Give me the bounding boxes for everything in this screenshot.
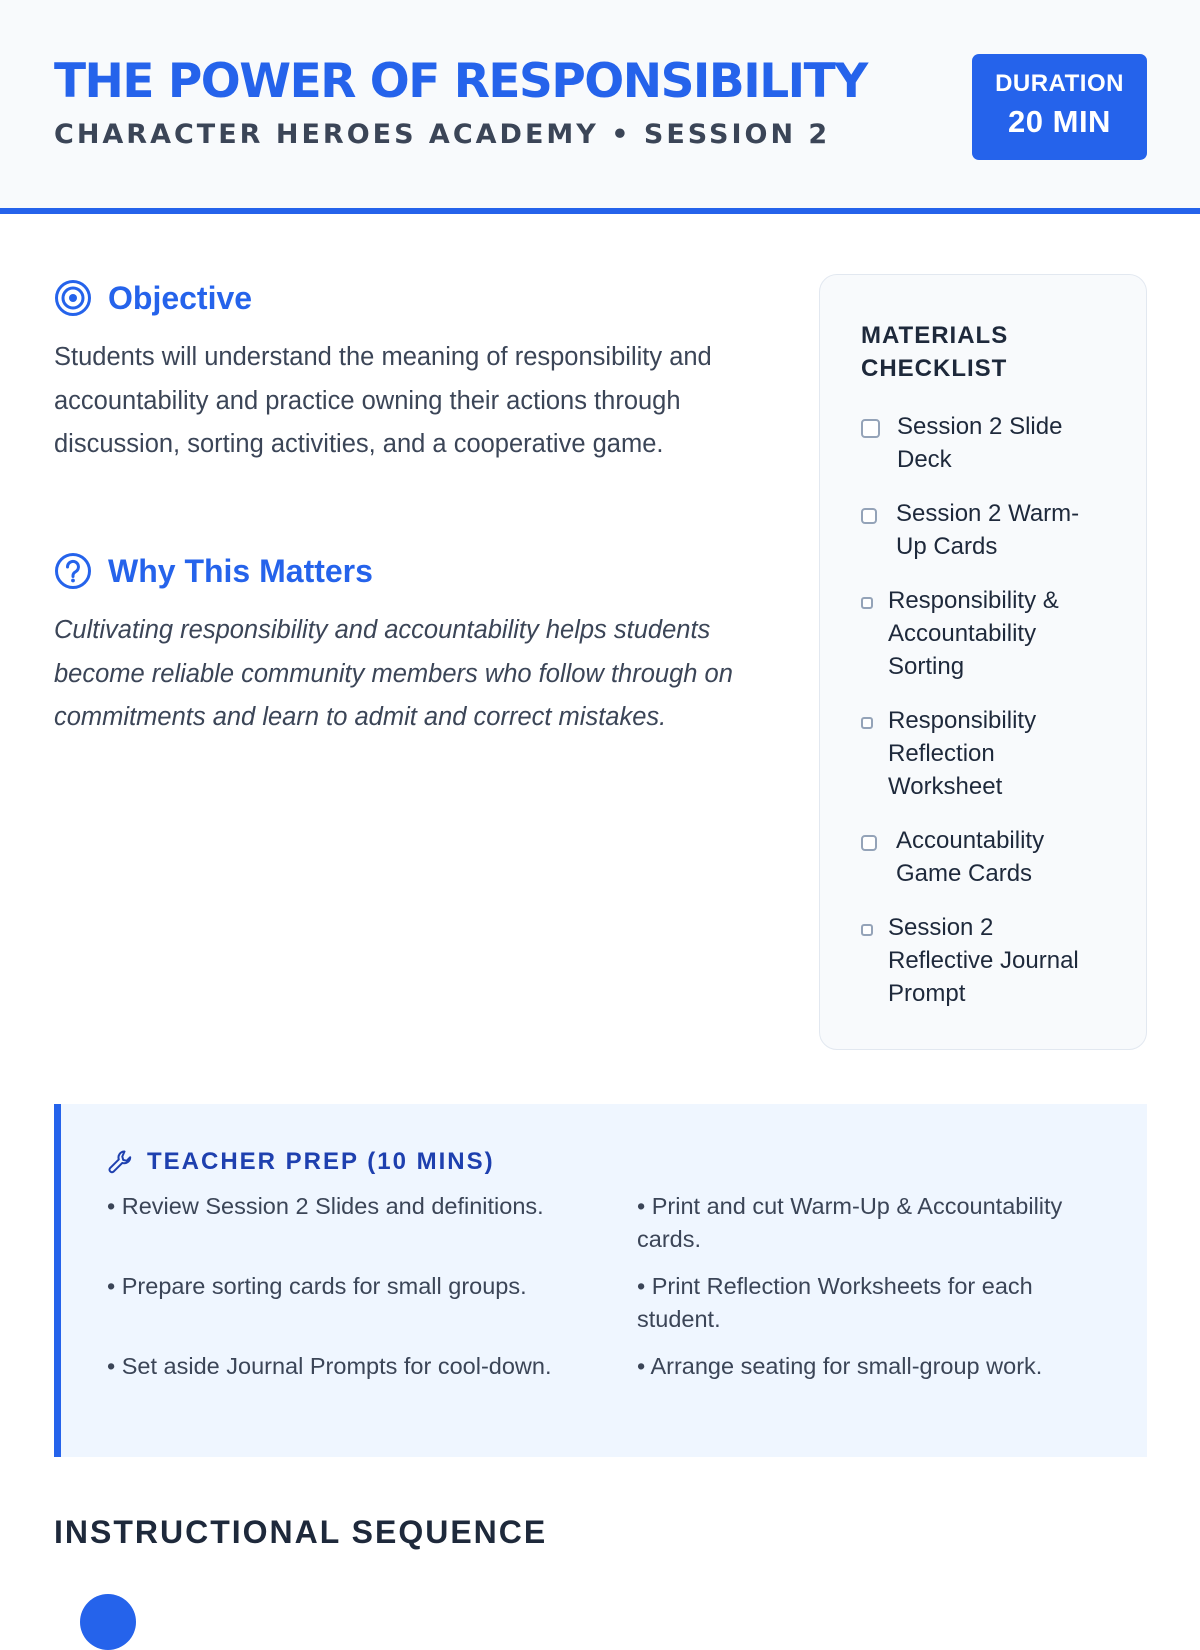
prep-item: • Print Reflection Worksheets for each student. bbox=[637, 1273, 1033, 1332]
objective-heading bbox=[54, 278, 252, 318]
why-heading-text: Why This Matters bbox=[108, 552, 373, 589]
checklist-item[interactable] bbox=[861, 911, 1121, 1010]
page-subtitle: CHARACTER HEROES ACADEMY • SESSION 2 bbox=[54, 119, 831, 150]
prep-item: • Review Session 2 Slides and definitions. bbox=[107, 1193, 544, 1219]
teacher-prep-heading bbox=[107, 1148, 495, 1176]
objective-heading-text: Objective bbox=[108, 279, 253, 316]
checklist-item-label: Responsibility Reflection Worksheet bbox=[888, 707, 1037, 800]
teacher-prep-heading-text: TEACHER PREP (10 MINS) bbox=[147, 1148, 495, 1175]
checklist-item-label: Session 2 Reflective Journal Prompt bbox=[888, 914, 1079, 1007]
why-heading bbox=[54, 551, 373, 591]
objective-text: Students will understand the meaning of responsibility and accountability and practice owning their actions through discussion, sorting activities, and a cooperative game. bbox=[54, 343, 712, 458]
checkbox[interactable] bbox=[861, 835, 877, 851]
checklist-item-label: Accountability Game Cards bbox=[896, 827, 1045, 887]
checkbox[interactable] bbox=[861, 924, 873, 936]
checklist-item-label: Responsibility & Accountability Sorting bbox=[888, 587, 1059, 680]
checklist-item[interactable] bbox=[861, 824, 1121, 890]
teacher-prep-panel bbox=[54, 1104, 1147, 1457]
checklist-item[interactable] bbox=[861, 704, 1121, 803]
duration-badge bbox=[972, 54, 1147, 160]
duration-label: DURATION bbox=[995, 70, 1124, 97]
target-icon bbox=[54, 279, 92, 317]
duration-value: 20 MIN bbox=[1008, 104, 1111, 139]
prep-item: • Print and cut Warm-Up & Accountability cards. bbox=[637, 1193, 1063, 1252]
materials-checklist bbox=[819, 274, 1147, 1050]
page-header bbox=[0, 0, 1200, 214]
checklist-item[interactable] bbox=[861, 584, 1121, 683]
prep-item: • Arrange seating for small-group work. bbox=[637, 1353, 1043, 1379]
checkbox[interactable] bbox=[861, 508, 877, 524]
checklist-item[interactable] bbox=[861, 497, 1121, 563]
checkbox[interactable] bbox=[861, 419, 880, 438]
why-text: Cultivating responsibility and accountability helps students become reliable community members who follow through on commitments and learn to admit and correct mistakes. bbox=[54, 616, 733, 731]
checklist-item[interactable] bbox=[861, 410, 1121, 476]
checkbox[interactable] bbox=[861, 717, 873, 729]
step-marker bbox=[80, 1594, 136, 1650]
instructional-sequence-heading: INSTRUCTIONAL SEQUENCE bbox=[54, 1514, 548, 1550]
wrench-icon bbox=[107, 1149, 133, 1175]
checklist-item-label: Session 2 Slide Deck bbox=[897, 413, 1063, 473]
prep-item: • Prepare sorting cards for small groups. bbox=[107, 1273, 527, 1299]
prep-item: • Set aside Journal Prompts for cool-down. bbox=[107, 1353, 552, 1379]
checklist-item-label: Session 2 Warm-Up Cards bbox=[896, 500, 1080, 560]
materials-title: MATERIALS CHECKLIST bbox=[861, 322, 1009, 382]
question-circle-icon bbox=[54, 552, 92, 590]
checkbox[interactable] bbox=[861, 597, 873, 609]
page-title: THE POWER OF RESPONSIBILITY bbox=[54, 54, 867, 109]
